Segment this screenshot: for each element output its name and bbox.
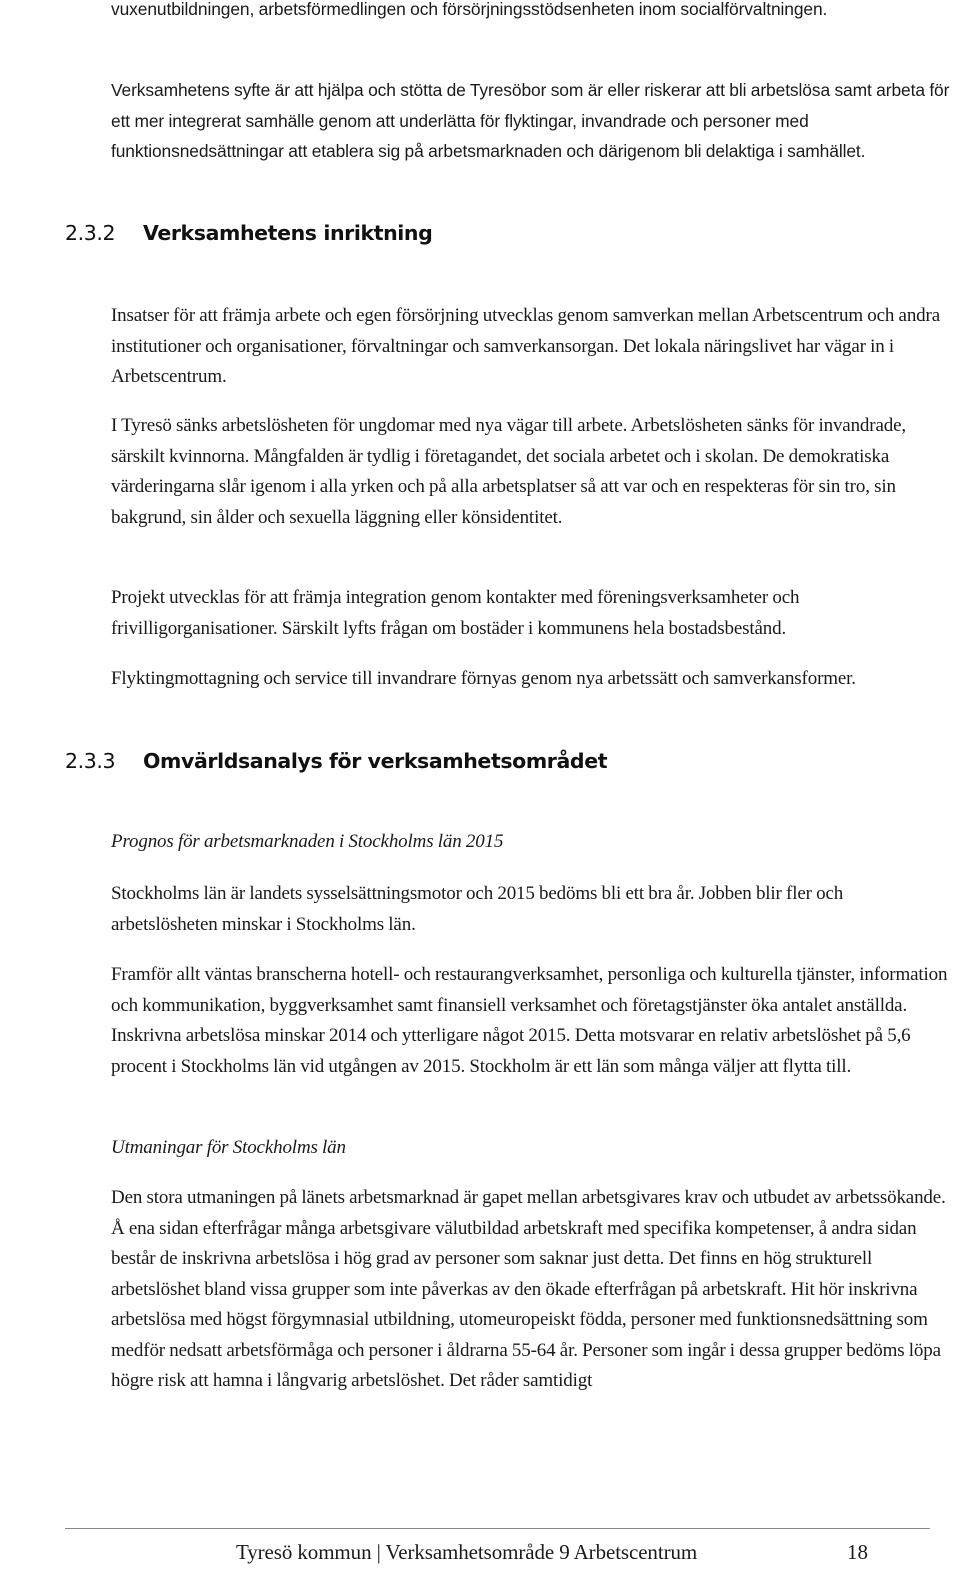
heading-2-3-2 [65, 219, 432, 247]
heading-2-3-3 [65, 747, 607, 775]
subtitle-prognos: Prognos för arbetsmarknaden i Stockholms län 2015 [111, 831, 504, 852]
paragraph-tyreso-arbetsloshet: I Tyresö sänks arbetslösheten för ungdomar med nya vägar till arbete. Arbetslösheten sänks för invandrade, särskilt kvinnorna. Mångfalden är tydlig i företagandet, det sociala arbetet och i skolan. De demokratiska värderingarna slår igenom i alla yrken och på alla arbetsplatser så att var och en respekteras för sin tro, sin bakgrund, sin ålder och sexuella läggning eller könsidentitet. [111, 415, 906, 528]
paragraph-utmaningen: Den stora utmaningen på länets arbetsmarknad är gapet mellan arbetsgivares krav och utbudet av arbetssökande. Å ena sidan efterfrågar många arbetsgivare välutbildad arbetskraft med specifika kompetenser, å andra sidan består de inskrivna arbetslösa i hög grad av personer som saknar just detta. Det finns en hög strukturell arbetslöshet bland vissa grupper som inte påverkas av den ökade efterfrågan på arbetskraft. Hit hör inskrivna arbetslösa med högst förgymnasial utbildning, utomeuropeiskt födda, personer med funktionsnedsättning som medför nedsatt arbetsförmåga och personer i åldrarna 55-64 år. Personer som ingår i dessa grupper bedöms löpa högre risk att hamna i långvarig arbetslöshet. Det råder samtidigt [111, 1187, 946, 1391]
footer-title: Tyresö kommun | Verksamhetsområde 9 Arbetscentrum [236, 1540, 698, 1564]
paragraph-branscher: Framför allt väntas branscherna hotell- och restaurangverksamhet, personliga och kulturella tjänster, information och kommunikation, byggverksamhet samt finansiell verksamhet och företagstjänster öka antalet anställda. Inskrivna arbetslösa minskar 2014 och ytterligare något 2015. Detta motsvarar en relativ arbetslöshet på 5,6 procent i Stockholms län vid utgången av 2015. Stockholm är ett län som många väljer att flytta till. [111, 964, 948, 1077]
heading-number: 2.3.2 [65, 221, 116, 245]
paragraph-purpose: Verksamhetens syfte är att hjälpa och stötta de Tyresöbor som är eller riskerar att bli arbetslösa samt arbeta för ett mer integrerat samhälle genom att underlätta för flyktingar, invandrade och personer med funktionsnedsättningar att etablera sig på arbetsmarknaden och därigenom bli delaktiga i samhället. [111, 80, 950, 161]
heading-title: Omvärldsanalys för verksamhetsområdet [143, 749, 608, 773]
paragraph-insatser: Insatser för att främja arbete och egen försörjning utvecklas genom samverkan mellan Arbetscentrum och andra institutioner och organisationer, förvaltningar och samverkansorgan. Det lokala näringslivet har vägar in i Arbetscentrum. [111, 305, 940, 387]
subtitle-utmaningar: Utmaningar för Stockholms län [111, 1137, 346, 1158]
paragraph-sysselsattning: Stockholms län är landets sysselsättningsmotor och 2015 bedöms bli ett bra år. Jobben blir fler och arbetslösheten minskar i Stockholms län. [111, 883, 844, 935]
paragraph-intro-continuation: vuxenutbildningen, arbetsförmedlingen och försörjningsstödsenheten inom socialförvaltningen. [111, 0, 828, 19]
footer-divider [65, 1528, 930, 1529]
heading-number: 2.3.3 [65, 749, 116, 773]
paragraph-flyktingmottagning: Flyktingmottagning och service till invandrare förnyas genom nya arbetssätt och samverkansformer. [111, 668, 856, 689]
heading-title: Verksamhetens inriktning [143, 221, 433, 245]
paragraph-projekt: Projekt utvecklas för att främja integration genom kontakter med föreningsverksamheter och frivilligorganisationer. Särskilt lyfts frågan om bostäder i kommunens hela bostadsbestånd. [111, 587, 800, 639]
page-number: 18 [847, 1540, 868, 1564]
